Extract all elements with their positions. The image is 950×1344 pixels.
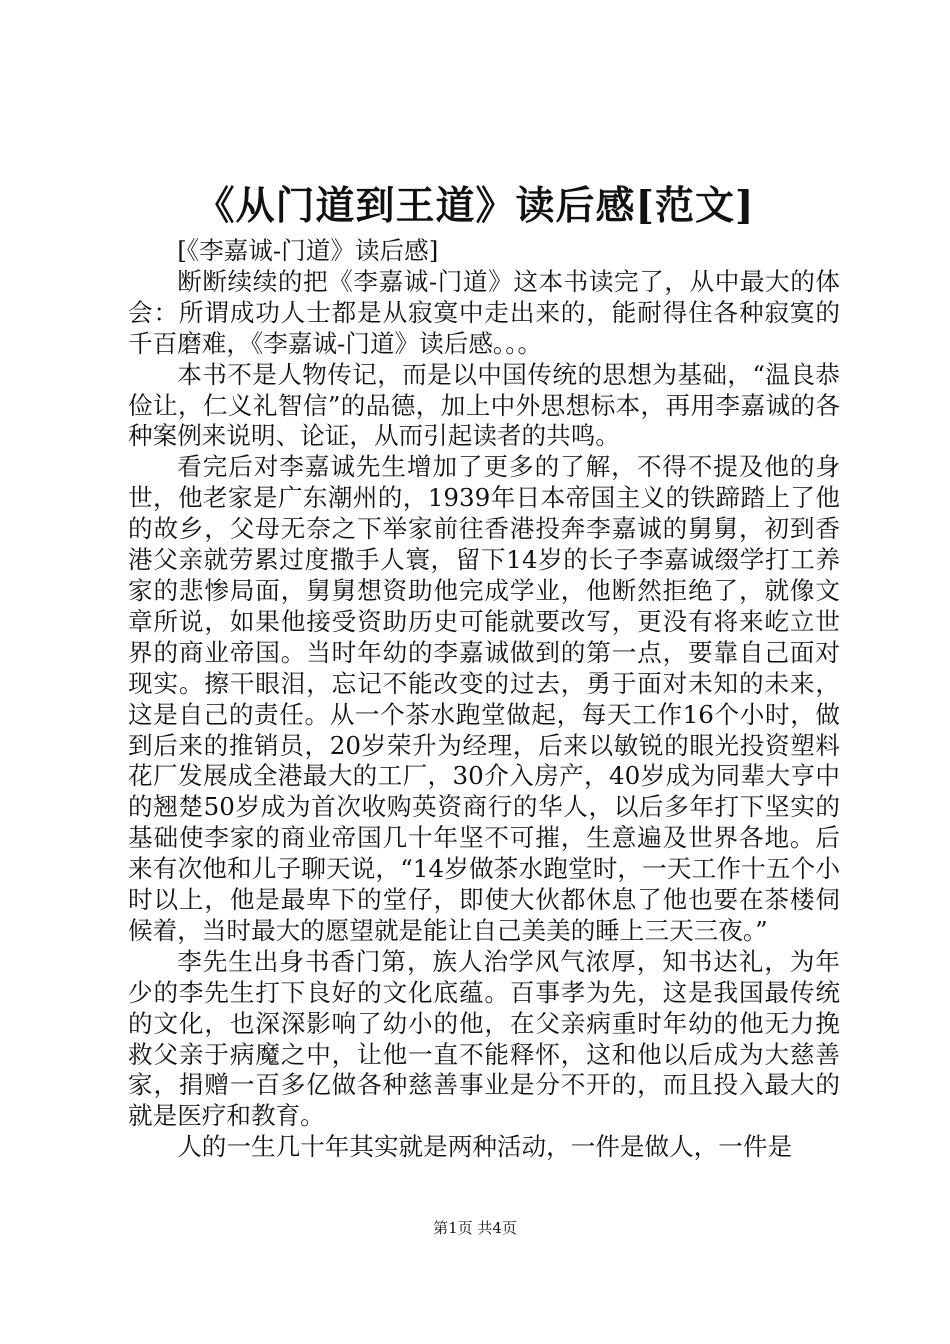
document-title: 《从门道到王道》读后感[范文] xyxy=(195,183,755,229)
paragraph-subtitle: [《李嘉诚-门道》读后感] xyxy=(177,236,439,265)
paragraph: 人的一生几十年其实就是两种活动，一件是做人，一件是 xyxy=(177,1132,793,1162)
paragraph: 李先生出身书香门第，族人治学风气浓厚，知书达礼，为年少的李先生打下良好的文化底蕴。百事孝为先，这是我国最传统的文化，也深深影响了幼小的他，在父亲病重时年幼的他无力挽救父亲于病魔之中，让他一直不能释怀，这和他以后成为大慈善家，捐赠一百多亿做各种慈善事业是分不开的，而且投入最大的就是医疗和教育。 xyxy=(128,946,840,1131)
document-body xyxy=(128,236,840,1163)
paragraph: 本书不是人物传记，而是以中国传统的思想为基础，“温良恭俭让，仁义礼智信”的品德，加上中外思想标本，再用李嘉诚的各种案例来说明、论证，从而引起读者的共鸣。 xyxy=(128,359,840,451)
page-number-footer: 第1页 共4页 xyxy=(433,1219,517,1237)
paragraph: 断断续续的把《李嘉诚-门道》这本书读完了，从中最大的体会：所谓成功人士都是从寂寞中走出来的，能耐得住各种寂寞的千百磨难，《李嘉诚-门道》读后感。。。 xyxy=(128,266,840,358)
paragraph: 看完后对李嘉诚先生增加了更多的了解，不得不提及他的身世，他老家是广东潮州的，1939年日本帝国主义的铁蹄踏上了他的故乡，父母无奈之下举家前往香港投奔李嘉诚的舅舅，初到香港父亲就劳累过度撒手人寰，留下14岁的长子李嘉诚缀学打工养家的悲惨局面，舅舅想资助他完成学业，他断然拒绝了，就像文章所说，如果他接受资助历史可能就要改写，更没有将来屹立世界的商业帝国。当时年幼的李嘉诚做到的第一点，要靠自己面对现实。擦干眼泪，忘记不能改变的过去，勇于面对未知的未来，这是自己的责任。从一个茶水跑堂做起，每天工作16个小时，做到后来的推销员，20岁荣升为经理，后来以敏锐的眼光投资塑料花厂发展成全港最大的工厂，30介入房产，40岁成为同辈大亨中的翘楚50岁成为首次收购英资商行的华人，以后多年打下坚实的基础使李家的商业帝国几十年坚不可摧，生意遍及世界各地。后来有次他和儿子聊天说，“14岁做茶水跑堂时，一天工作十五个小时以上，他是最卑下的堂仔，即使大伙都休息了他也要在茶楼伺候着，当时最大的愿望就是能让自己美美的睡上三天三夜。” xyxy=(128,452,840,945)
